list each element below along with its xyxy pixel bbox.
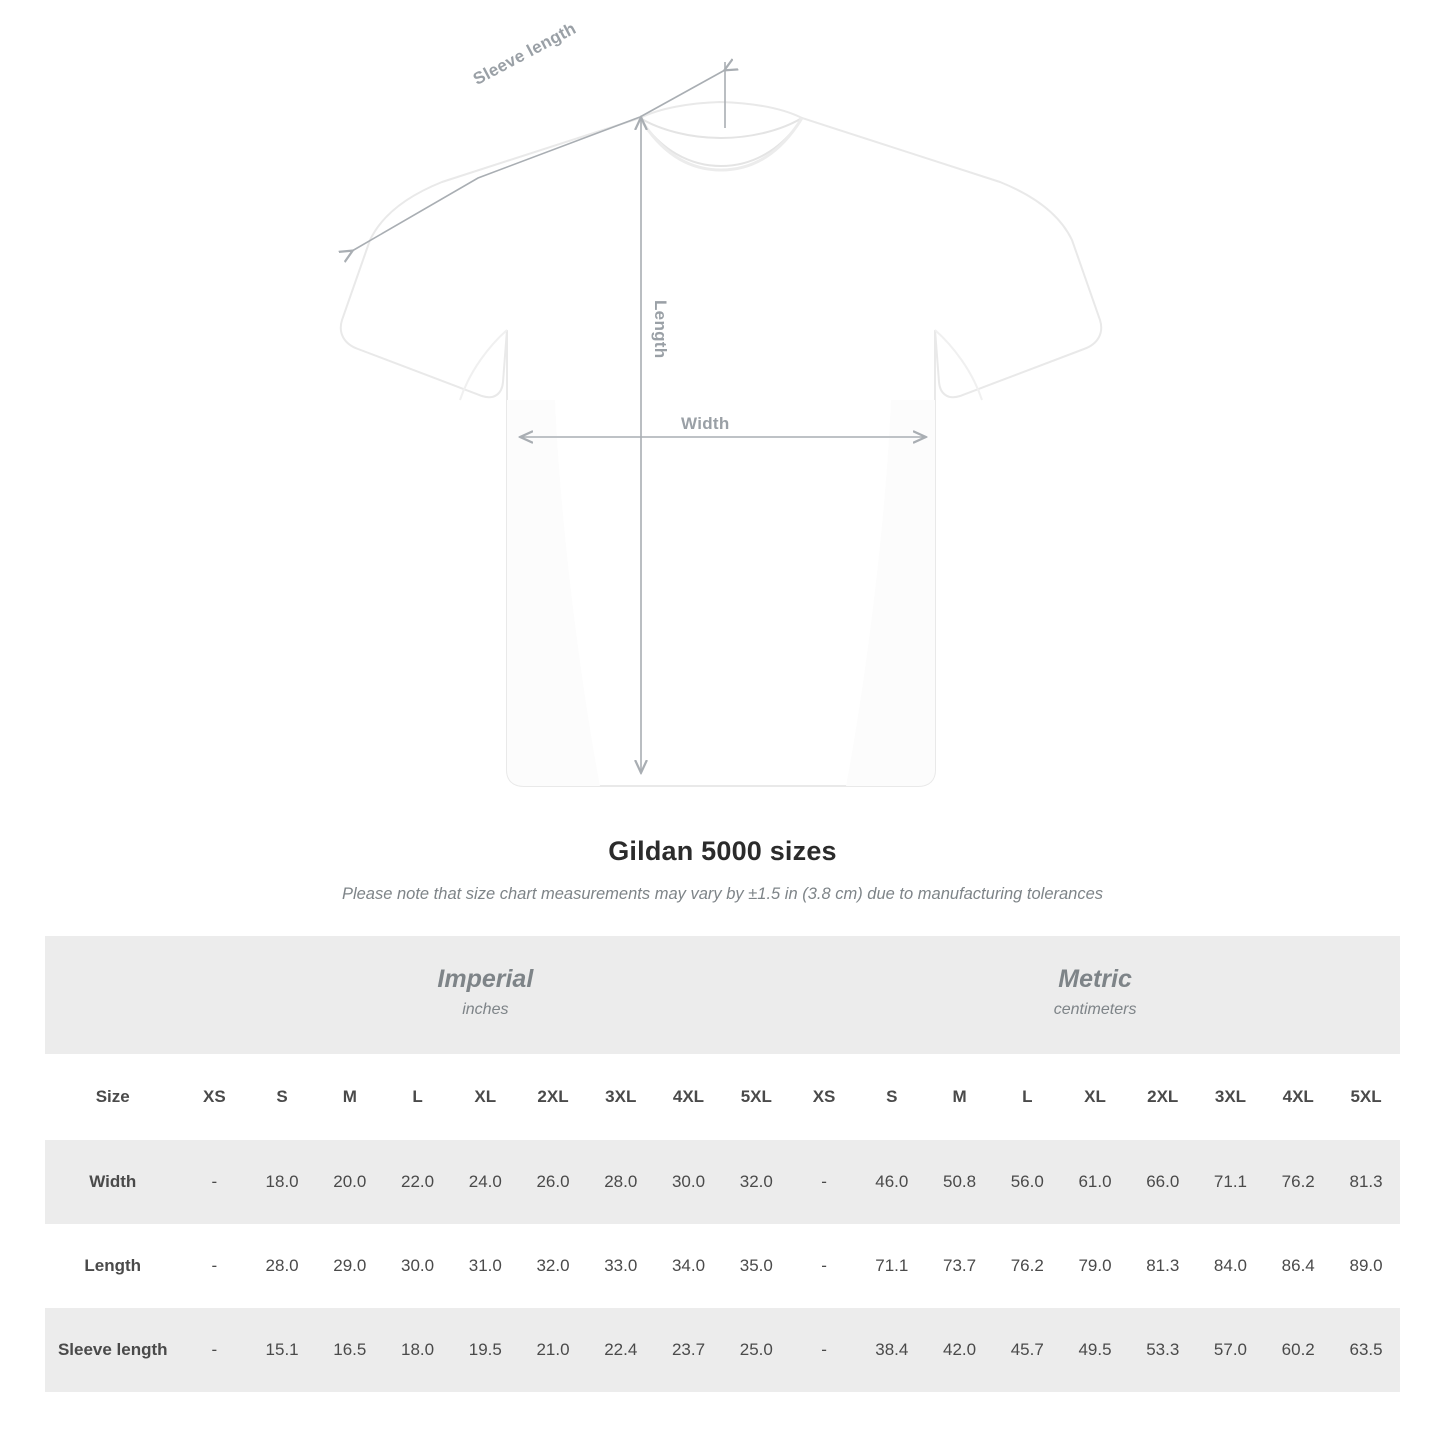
size-header-imperial-m: M — [316, 1054, 384, 1140]
cell-sleeve-imperial-5xl: 25.0 — [722, 1308, 790, 1392]
cell-width-imperial-xl: 24.0 — [451, 1140, 519, 1224]
width-label: Width — [681, 414, 730, 433]
cell-sleeve-metric-2xl: 53.3 — [1129, 1308, 1197, 1392]
unit-metric-name: Metric — [1058, 965, 1132, 994]
cell-length-metric-2xl: 81.3 — [1129, 1224, 1197, 1308]
cell-sleeve-metric-3xl: 57.0 — [1197, 1308, 1265, 1392]
size-header-imperial-5xl: 5XL — [722, 1054, 790, 1140]
table-row — [45, 1140, 1400, 1224]
size-header-imperial-2xl: 2XL — [519, 1054, 587, 1140]
cell-sleeve-imperial-s: 15.1 — [248, 1308, 316, 1392]
cell-length-imperial-5xl: 35.0 — [722, 1224, 790, 1308]
cell-sleeve-imperial-l: 18.0 — [384, 1308, 452, 1392]
row-label-sleeve-length: Sleeve length — [45, 1308, 180, 1392]
cell-width-imperial-s: 18.0 — [248, 1140, 316, 1224]
table-row — [45, 1224, 1400, 1308]
size-header-metric-xs: XS — [790, 1054, 858, 1140]
size-header-imperial-xs: XS — [180, 1054, 248, 1140]
cell-length-imperial-4xl: 34.0 — [655, 1224, 723, 1308]
size-header-label: Size — [45, 1054, 180, 1140]
cell-width-metric-s: 46.0 — [858, 1140, 926, 1224]
size-header-imperial-3xl: 3XL — [587, 1054, 655, 1140]
cell-sleeve-imperial-xs: - — [180, 1308, 248, 1392]
page-title: Gildan 5000 sizes — [608, 836, 837, 866]
unit-header-row — [45, 936, 1400, 1054]
cell-sleeve-imperial-3xl: 22.4 — [587, 1308, 655, 1392]
cell-width-metric-xl: 61.0 — [1061, 1140, 1129, 1224]
cell-width-metric-2xl: 66.0 — [1129, 1140, 1197, 1224]
cell-width-imperial-l: 22.0 — [384, 1140, 452, 1224]
cell-width-metric-4xl: 76.2 — [1264, 1140, 1332, 1224]
size-chart-table — [45, 936, 1400, 1392]
cell-length-imperial-xl: 31.0 — [451, 1224, 519, 1308]
size-header-imperial-xl: XL — [451, 1054, 519, 1140]
cell-width-metric-xs: - — [790, 1140, 858, 1224]
cell-width-imperial-3xl: 28.0 — [587, 1140, 655, 1224]
cell-width-metric-3xl: 71.1 — [1197, 1140, 1265, 1224]
cell-sleeve-metric-l: 45.7 — [993, 1308, 1061, 1392]
size-header-metric-l: L — [993, 1054, 1061, 1140]
row-label-width: Width — [45, 1140, 180, 1224]
cell-width-imperial-2xl: 26.0 — [519, 1140, 587, 1224]
cell-length-imperial-3xl: 33.0 — [587, 1224, 655, 1308]
cell-length-imperial-s: 28.0 — [248, 1224, 316, 1308]
length-label: Length — [651, 300, 670, 359]
cell-length-imperial-2xl: 32.0 — [519, 1224, 587, 1308]
cell-sleeve-imperial-m: 16.5 — [316, 1308, 384, 1392]
cell-width-imperial-4xl: 30.0 — [655, 1140, 723, 1224]
cell-sleeve-metric-xs: - — [790, 1308, 858, 1392]
unit-imperial-sub: inches — [462, 1001, 509, 1019]
cell-length-imperial-l: 30.0 — [384, 1224, 452, 1308]
cell-width-imperial-5xl: 32.0 — [722, 1140, 790, 1224]
cell-length-metric-l: 76.2 — [993, 1224, 1061, 1308]
cell-sleeve-metric-4xl: 60.2 — [1264, 1308, 1332, 1392]
unit-imperial-cell — [180, 936, 790, 1054]
cell-length-metric-4xl: 86.4 — [1264, 1224, 1332, 1308]
cell-width-metric-m: 50.8 — [926, 1140, 994, 1224]
cell-sleeve-metric-5xl: 63.5 — [1332, 1308, 1400, 1392]
cell-sleeve-imperial-4xl: 23.7 — [655, 1308, 723, 1392]
cell-length-metric-5xl: 89.0 — [1332, 1224, 1400, 1308]
cell-sleeve-imperial-2xl: 21.0 — [519, 1308, 587, 1392]
size-header-metric-4xl: 4XL — [1264, 1054, 1332, 1140]
cell-length-metric-s: 71.1 — [858, 1224, 926, 1308]
tolerance-note: Please note that size chart measurements may vary by ±1.5 in (3.8 cm) due to manufacturing tolerances — [341, 885, 1104, 903]
cell-sleeve-metric-s: 38.4 — [858, 1308, 926, 1392]
size-header-metric-5xl: 5XL — [1332, 1054, 1400, 1140]
size-header-imperial-s: S — [248, 1054, 316, 1140]
size-header-metric-m: M — [926, 1054, 994, 1140]
size-table-wrapper — [45, 936, 1400, 1392]
size-header-imperial-4xl: 4XL — [655, 1054, 723, 1140]
unit-metric-sub: centimeters — [1053, 1001, 1137, 1019]
cell-width-metric-5xl: 81.3 — [1332, 1140, 1400, 1224]
cell-length-metric-m: 73.7 — [926, 1224, 994, 1308]
row-label-length: Length — [45, 1224, 180, 1308]
cell-sleeve-imperial-xl: 19.5 — [451, 1308, 519, 1392]
size-header-metric-2xl: 2XL — [1129, 1054, 1197, 1140]
unit-imperial-name: Imperial — [437, 965, 534, 994]
cell-length-metric-xl: 79.0 — [1061, 1224, 1129, 1308]
unit-metric-cell — [790, 936, 1400, 1054]
size-header-imperial-l: L — [384, 1054, 452, 1140]
size-header-row — [45, 1054, 1400, 1140]
table-row — [45, 1308, 1400, 1392]
cell-width-metric-l: 56.0 — [993, 1140, 1061, 1224]
cell-length-imperial-xs: - — [180, 1224, 248, 1308]
cell-sleeve-metric-xl: 49.5 — [1061, 1308, 1129, 1392]
size-header-metric-xl: XL — [1061, 1054, 1129, 1140]
unit-spacer-cell — [45, 936, 180, 1054]
size-header-metric-3xl: 3XL — [1197, 1054, 1265, 1140]
cell-width-imperial-m: 20.0 — [316, 1140, 384, 1224]
cell-length-metric-3xl: 84.0 — [1197, 1224, 1265, 1308]
sleeve-length-label: Sleeve length — [470, 18, 580, 89]
title-block — [0, 836, 1445, 904]
cell-length-imperial-m: 29.0 — [316, 1224, 384, 1308]
size-header-metric-s: S — [858, 1054, 926, 1140]
cell-length-metric-xs: - — [790, 1224, 858, 1308]
cell-width-imperial-xs: - — [180, 1140, 248, 1224]
cell-sleeve-metric-m: 42.0 — [926, 1308, 994, 1392]
